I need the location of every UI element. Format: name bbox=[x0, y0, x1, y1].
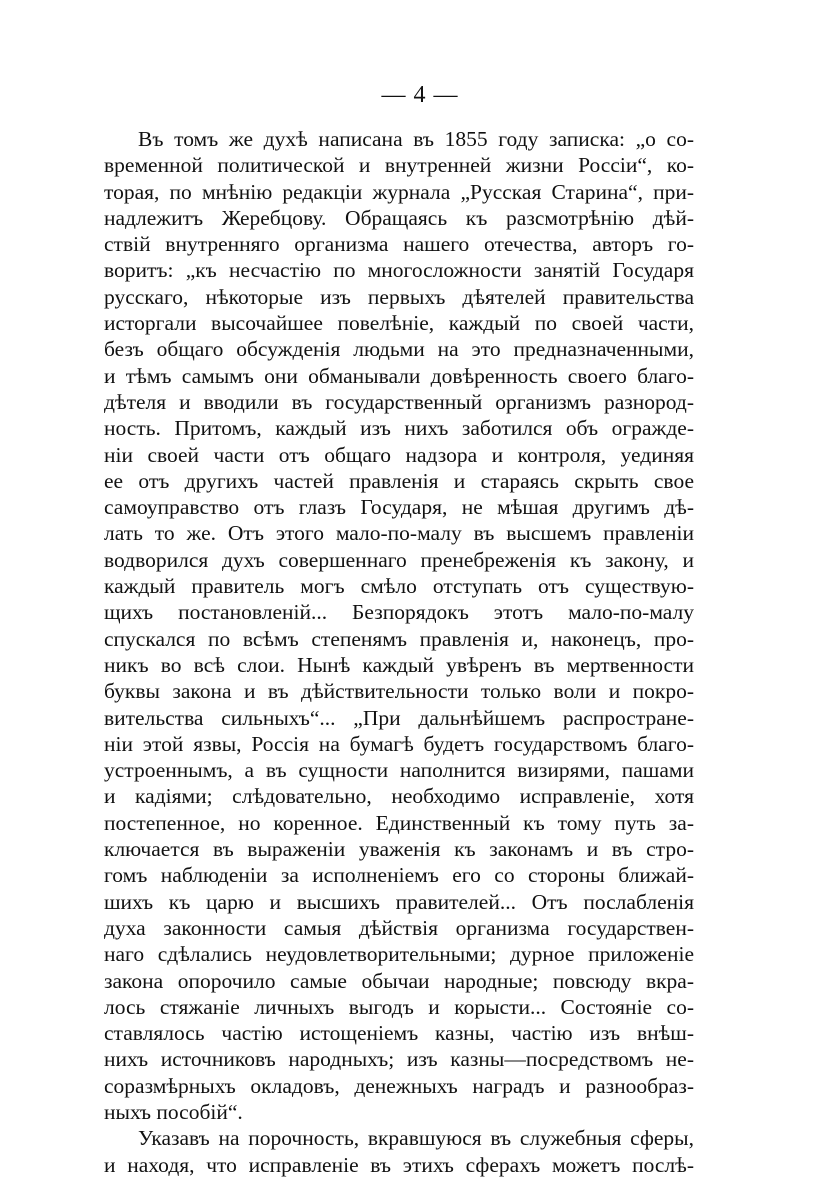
text-line: соразмѣрныхъ окладовъ, денежныхъ наградъ и разнообраз- bbox=[104, 1073, 694, 1098]
text-line: исторгали высочайшее повелѣніе, каждый по своей части, bbox=[104, 311, 694, 336]
text-line: дѣтеля и вводили въ государственный организмъ разнород- bbox=[104, 389, 694, 414]
paragraph-1 bbox=[104, 126, 694, 1125]
text-line: ствій внутренняго организма нашего отечества, авторъ го- bbox=[104, 232, 694, 257]
text-line: ее отъ другихъ частей правленія и стараясь скрыть свое bbox=[104, 468, 694, 493]
text-line: и находя, что исправленіе въ этихъ сферахъ можетъ послѣ- bbox=[104, 1152, 694, 1177]
text-line: надлежитъ Жеребцову. Обращаясь къ разсмотрѣнію дѣй- bbox=[104, 205, 694, 230]
text-line: спускался по всѣмъ степенямъ правленія и, наконецъ, про- bbox=[104, 626, 694, 651]
text-line: шихъ къ царю и высшихъ правителей... Отъ послабленія bbox=[104, 889, 694, 914]
text-line: Указавъ на порочность, вкравшуюся въ служебныя сферы, bbox=[138, 1126, 694, 1151]
text-line: гомъ наблюденіи за исполненіемъ его со стороны ближай- bbox=[104, 863, 694, 888]
text-line: ніи своей части отъ общаго надзора и контроля, уединяя bbox=[104, 442, 694, 467]
text-line: и кадіями; слѣдовательно, необходимо исправленіе, хотя bbox=[104, 784, 694, 809]
text-line: нихъ источниковъ народныхъ; изъ казны—посредствомъ не- bbox=[104, 1047, 694, 1072]
text-line: вительства сильныхъ“... „При дальнѣйшемъ распростране- bbox=[104, 705, 694, 730]
text-line: временной политической и внутренней жизни Россіи“, ко- bbox=[104, 153, 694, 178]
text-line: торая, по мнѣнію редакціи журнала „Русская Старина“, при- bbox=[104, 179, 694, 204]
text-line: ключается въ выраженіи уваженія къ законамъ и въ стро- bbox=[104, 837, 694, 862]
text-line: и тѣмъ самымъ они обманывали довѣренность своего благо- bbox=[104, 363, 694, 388]
text-line: духа законности самыя дѣйствія организма государствен- bbox=[104, 915, 694, 940]
text-line: каждый правитель могъ смѣло отступать отъ существую- bbox=[104, 574, 694, 599]
text-line: устроеннымъ, а въ сущности наполнится визирями, пашами bbox=[104, 758, 694, 783]
text-line: воритъ: „къ несчастію по многосложности занятій Государя bbox=[104, 258, 694, 283]
text-line: самоуправство отъ глазъ Государя, не мѣшая другимъ дѣ- bbox=[104, 495, 694, 520]
paragraph-2 bbox=[104, 1125, 694, 1178]
text-line: ныхъ пособій“. bbox=[104, 1099, 243, 1124]
text-line: буквы закона и въ дѣйствительности только воли и покро- bbox=[104, 679, 694, 704]
body-text bbox=[104, 126, 694, 1178]
text-line: ніи этой язвы, Россія на бумагѣ будетъ государствомъ благо- bbox=[104, 731, 694, 756]
page-number: — 4 — bbox=[381, 82, 459, 108]
text-line: закона опорочило самые обычаи народные; повсюду вкра- bbox=[104, 968, 694, 993]
text-line: Въ томъ же духѣ написана въ 1855 году записка: „о со- bbox=[138, 127, 694, 151]
text-line: лать то же. Отъ этого мало-по-малу въ высшемъ правленіи bbox=[104, 521, 694, 546]
text-line: щихъ постановленій... Безпорядокъ этотъ мало-по-малу bbox=[104, 600, 694, 625]
text-line: постепенное, но коренное. Единственный къ тому путь за- bbox=[104, 810, 694, 835]
text-line: никъ во всѣ слои. Нынѣ каждый увѣренъ въ мертвенности bbox=[104, 652, 694, 677]
text-line: русскаго, нѣкоторые изъ первыхъ дѣятелей правительства bbox=[104, 284, 694, 309]
text-line: ность. Притомъ, каждый изъ нихъ заботился объ огражде- bbox=[104, 416, 694, 441]
text-line: наго сдѣлались неудовлетворительными; дурное приложеніе bbox=[104, 942, 694, 967]
text-line: безъ общаго обсужденія людьми на это предназначенными, bbox=[104, 337, 694, 362]
text-line: водворился духъ совершеннаго пренебреженія къ закону, и bbox=[104, 547, 694, 572]
text-line: лось стяжаніе личныхъ выгодъ и корысти... Состояніе со- bbox=[104, 994, 694, 1019]
text-line: ставлялось частію истощеніемъ казны, частію изъ внѣш- bbox=[104, 1021, 694, 1046]
